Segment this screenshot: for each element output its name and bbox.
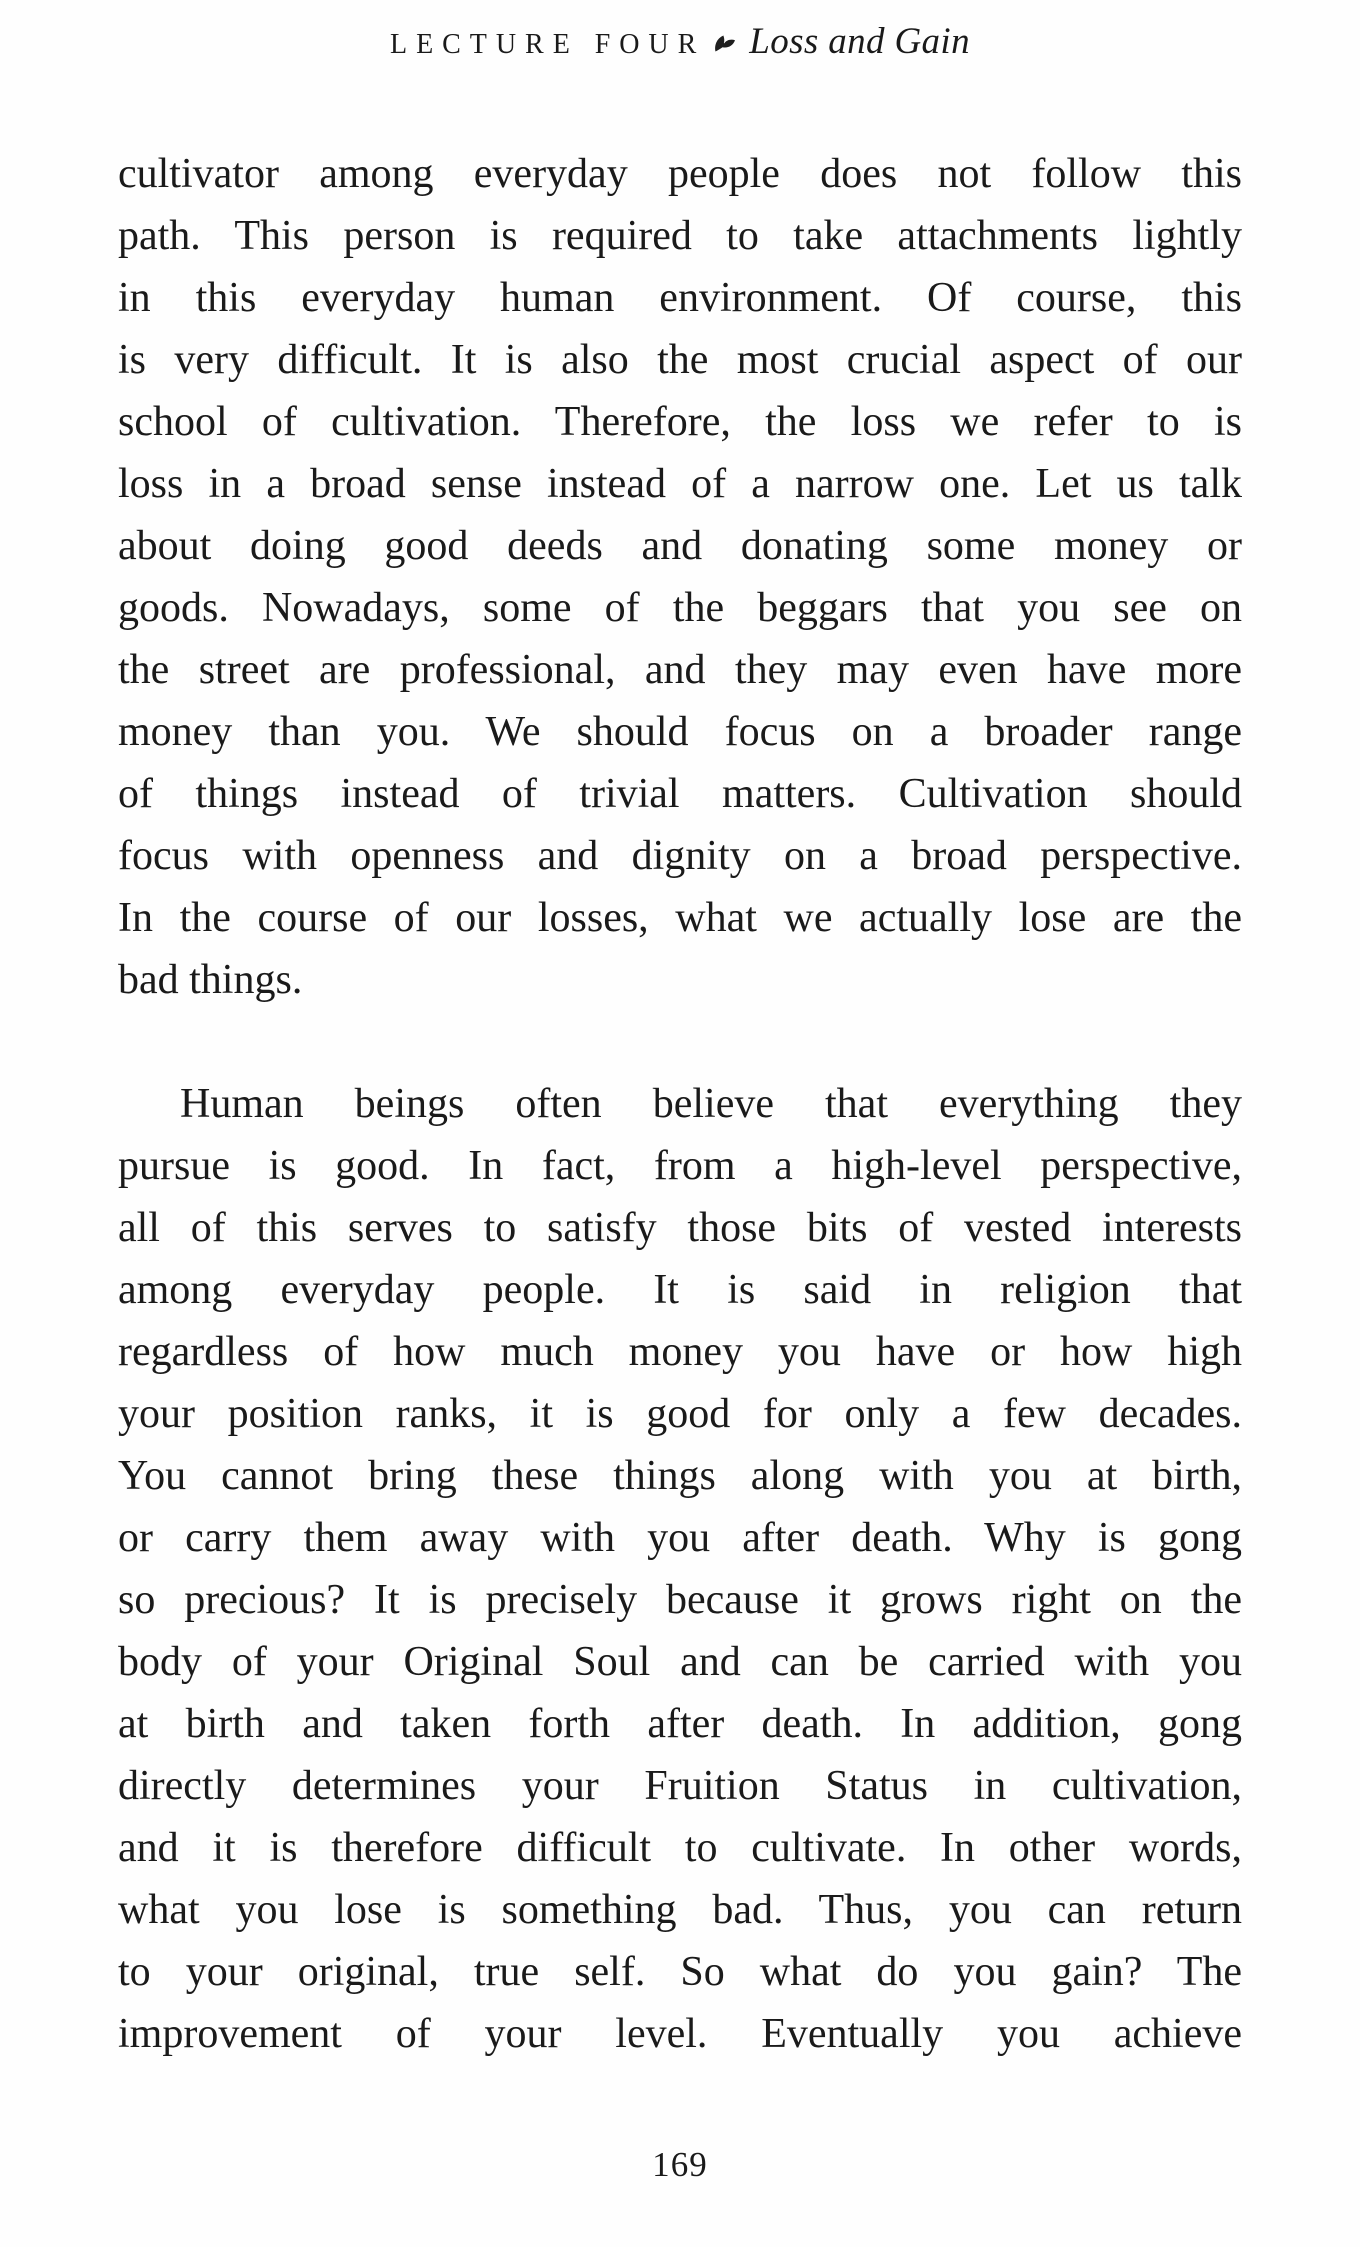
text-line: of things instead of trivial matters. Cultivation should: [118, 771, 1242, 817]
text-line: in this everyday human environment. Of course, this: [118, 275, 1242, 321]
lecture-label: LECTURE FOUR: [390, 29, 706, 60]
page-number: 169: [652, 2145, 708, 2184]
text-line: bad things.: [118, 957, 303, 1003]
body-text: [118, 143, 1242, 2065]
text-line: the street are professional, and they may even have more: [118, 647, 1242, 693]
text-line: Human beings often believe that everything they: [180, 1081, 1242, 1127]
text-line: improvement of your level. Eventually you achieve: [118, 2011, 1242, 2057]
text-line: what you lose is something bad. Thus, you can return: [118, 1887, 1242, 1933]
text-line: focus with openness and dignity on a broad perspective.: [118, 833, 1242, 879]
text-line: among everyday people. It is said in religion that: [118, 1267, 1242, 1313]
text-line: In the course of our losses, what we actually lose are the: [118, 895, 1242, 941]
text-line: or carry them away with you after death. Why is gong: [118, 1515, 1242, 1561]
text-line: at birth and taken forth after death. In addition, gong: [118, 1701, 1242, 1747]
text-line: all of this serves to satisfy those bits of vested interests: [118, 1205, 1242, 1251]
text-line: to your original, true self. So what do you gain? The: [118, 1949, 1242, 1995]
text-line: pursue is good. In fact, from a high-level perspective,: [118, 1143, 1242, 1189]
paragraph: [118, 143, 1242, 1011]
chapter-title: Loss and Gain: [749, 21, 970, 62]
text-line: is very difficult. It is also the most crucial aspect of our: [118, 337, 1242, 383]
text-line: and it is therefore difficult to cultivate. In other words,: [118, 1825, 1242, 1871]
running-header: [0, 16, 1360, 68]
fleuron-leaf-icon: [711, 26, 739, 78]
text-line: body of your Original Soul and can be carried with you: [118, 1639, 1242, 1685]
text-line: school of cultivation. Therefore, the loss we refer to is: [118, 399, 1242, 445]
text-line: loss in a broad sense instead of a narrow one. Let us talk: [118, 461, 1242, 507]
text-line: your position ranks, it is good for only a few decades.: [118, 1391, 1242, 1437]
text-line: path. This person is required to take attachments lightly: [118, 213, 1242, 259]
paragraph: [118, 1073, 1242, 2065]
text-line: You cannot bring these things along with you at birth,: [118, 1453, 1242, 1499]
text-line: cultivator among everyday people does not follow this: [118, 151, 1242, 197]
text-line: regardless of how much money you have or how high: [118, 1329, 1242, 1375]
page-footer: [0, 2140, 1360, 2190]
text-line: money than you. We should focus on a broader range: [118, 709, 1242, 755]
text-line: directly determines your Fruition Status in cultivation,: [118, 1763, 1242, 1809]
text-line: about doing good deeds and donating some money or: [118, 523, 1242, 569]
text-line: goods. Nowadays, some of the beggars that you see on: [118, 585, 1242, 631]
text-line: so precious? It is precisely because it grows right on the: [118, 1577, 1242, 1623]
